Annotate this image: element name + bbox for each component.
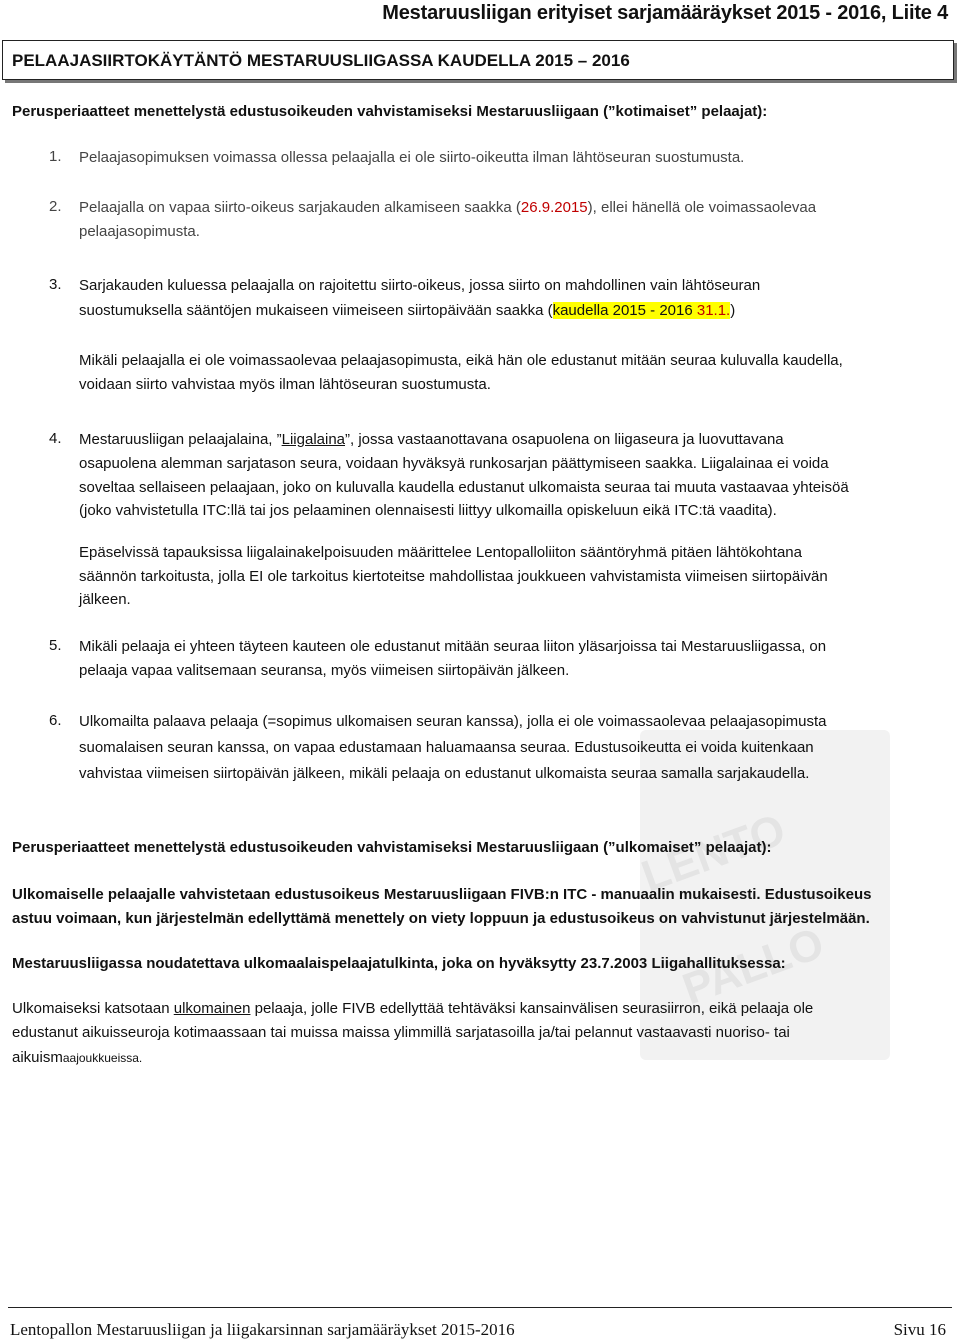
item5-number: 5. xyxy=(49,637,62,654)
item4-number: 4. xyxy=(49,430,62,447)
item4-line4: (joko vahvistetulla ITC:llä tai jos pelaaminen olennaisesti liittyy ulkomailla opiskeluun eikä ITC:tä vaadita). xyxy=(79,502,777,519)
section2-heading: Perusperiaatteet menettelystä edustusoikeuden vahvistamiseksi Mestaruusliigaan (”ulkomaiset” pelaajat): xyxy=(12,839,772,856)
item2-line2: pelaajasopimusta. xyxy=(79,223,200,240)
section2-para-line3: aikuismaajoukkueissa. xyxy=(12,1049,143,1066)
section2-bold-line1: Ulkomaiselle pelaajalle vahvistetaan edustusoikeus Mestaruusliigaan FIVB:n ITC - manuaalin mukaisesti. Edustusoikeus xyxy=(12,886,872,903)
page-header-title: Mestaruusliigan erityiset sarjamääräykset 2015 - 2016, Liite 4 xyxy=(382,2,948,24)
item3-extra-line2: voidaan siirto vahvistaa myös ilman lähtöseuran suostumusta. xyxy=(79,376,491,393)
item4-extra-line3: jälkeen. xyxy=(79,591,131,608)
item3-extra-line1: Mikäli pelaajalla ei ole voimassaolevaa pelaajasopimusta, eikä hän ole edustanut mitään seuraa kuluvalla kaudella, xyxy=(79,352,843,369)
item2-line1: Pelaajalla on vapaa siirto-oikeus sarjakauden alkamiseen saakka (26.9.2015), ellei hänellä ole voimassaolevaa xyxy=(79,199,817,216)
item3-line1: Sarjakauden kuluessa pelaajalla on rajoitettu siirto-oikeus, jossa siirto on mahdollinen vain lähtöseuran xyxy=(79,277,761,294)
item4-extra-line1: Epäselvissä tapauksissa liigalainakelpoisuuden määrittelee Lentopalloliiton sääntöryhmä pitäen lähtökohtana xyxy=(79,544,802,561)
section1-heading: Perusperiaatteet menettelystä edustusoikeuden vahvistamiseksi Mestaruusliigaan (”kotimaiset” pelaajat): xyxy=(12,103,768,120)
item5-line2: pelaaja vapaa valitsemaan seuransa, myös viimeisen siirtopäivän jälkeen. xyxy=(79,662,570,679)
item6-number: 6. xyxy=(49,712,62,729)
document-title-box xyxy=(2,40,954,80)
item5-line1: Mikäli pelaaja ei yhteen täyteen kauteen ole edustanut mitään seuraa liiton yläsarjoissa tai Mestaruusliigassa, on xyxy=(79,638,827,655)
item4-line2: osapuolena alemman sarjatason seura, voidaan hyväksyä runkosarjan päättymiseen saakka. Liigalainaa ei voida xyxy=(79,455,829,472)
item4-extra-line2: säännön tarkoitusta, jolla EI ole tarkoitus kiertoteitse mahdollistaa joukkueen vahvistamista viimeisen siirtopäivän xyxy=(79,568,828,585)
item6-line1: Ulkomailta palaava pelaaja (=sopimus ulkomaisen seuran kanssa), jolla ei ole voimassaolevaa pelaajasopimusta xyxy=(79,713,827,730)
footer-page-number: Sivu 16 xyxy=(893,1320,946,1339)
footer-document-title: Lentopallon Mestaruusliigan ja liigakarsinnan sarjamääräykset 2015-2016 xyxy=(10,1320,515,1339)
item6-line2: suomalaisen seuran kanssa, on vapaa edustamaan haluamaansa seuraa. Edustusoikeutta ei voida kuitenkaan xyxy=(79,739,814,756)
section2-bold-line2: astuu voimaan, kun järjestelmän edellyttämä menettely on viety loppuun ja edustusoikeus on vahvistunut järjestelmään. xyxy=(12,910,870,927)
section2-para-line2: edustanut aikuisseuroja kotimaassaan tai muissa maissa ylimmillä sarjatasoilla ja/tai pelannut vastaavasti nuoriso- tai xyxy=(12,1024,790,1041)
item6-line3: vahvistaa viimeisen siirtopäivän jälkeen, mikäli pelaaja on edustanut ulkomaista seuraa samalla sarjakaudella. xyxy=(79,765,810,782)
item4-line3: soveltaa sellaiseen pelaajaan, joko on kuluvalla kaudella edustanut ulkomaista seuraa tai muuta vastaavaa yhteisöä xyxy=(79,479,849,496)
item3-line2: suostumuksella sääntöjen mukaiseen viimeiseen siirtopäivään saakka (kaudella 2015 - 2016 31.1.) xyxy=(79,302,736,319)
footer-divider xyxy=(8,1307,952,1308)
section2-para-line1: Ulkomaiseksi katsotaan ulkomainen pelaaja, jolle FIVB edellyttää tehtäväksi kansainvälisen seurasiirron, eikä pelaaja ole xyxy=(12,1000,814,1017)
item1-number: 1. xyxy=(49,148,62,165)
item4-line1: Mestaruusliigan pelaajalaina, ”Liigalaina”, jossa vastaanottavana osapuolena on liigaseura ja luovuttavana xyxy=(79,431,784,448)
background-watermark-logo: LENTO PALLO xyxy=(640,730,890,1060)
section2-bold-line3: Mestaruusliigassa noudatettava ulkomaalaispelaajatulkinta, joka on hyväksytty 23.7.2003 Liigahallituksessa: xyxy=(12,955,786,972)
item3-number: 3. xyxy=(49,276,62,293)
item1-text: Pelaajasopimuksen voimassa ollessa pelaajalla ei ole siirto-oikeutta ilman lähtöseuran suostumusta. xyxy=(79,149,745,166)
item2-number: 2. xyxy=(49,198,62,215)
document-title: PELAAJASIIRTOKÄYTÄNTÖ MESTARUUSLIIGASSA KAUDELLA 2015 – 2016 xyxy=(12,51,630,70)
